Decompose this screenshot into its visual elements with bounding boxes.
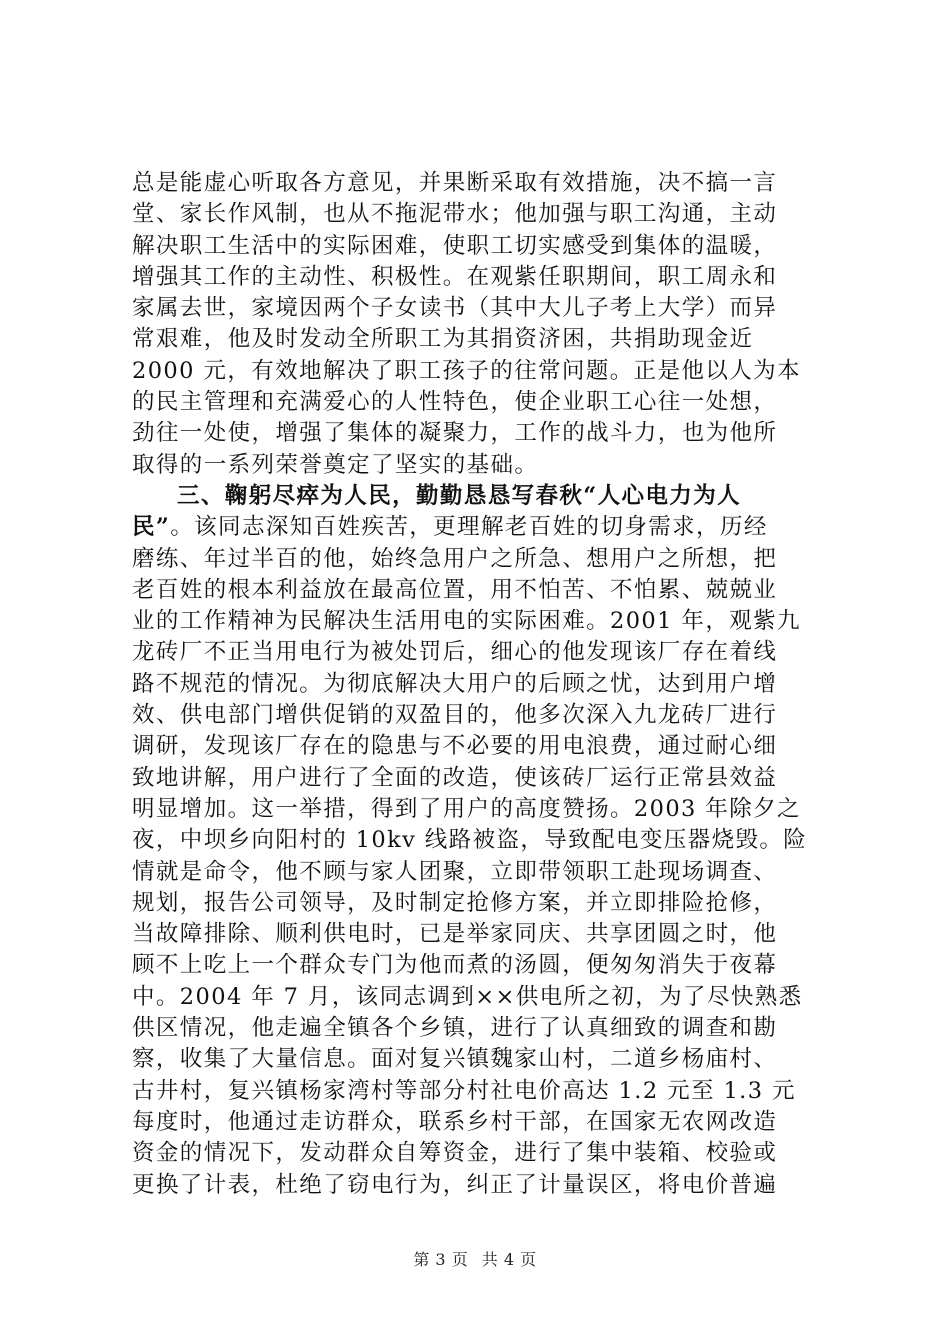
section-heading-continued: 民”	[132, 514, 171, 541]
paragraph-2-line: 古井村，复兴镇杨家湾村等部分村社电价高达 1.2 元至 1.3 元	[132, 1077, 796, 1104]
paragraph-2-line: 业的工作精神为民解决生活用电的实际困难。2001 年，观紫九	[132, 608, 801, 635]
paragraph-2-line: 资金的情况下，发动群众自筹资金，进行了集中装箱、校验或	[132, 1140, 778, 1167]
paragraph-2-line: 规划，报告公司领导，及时制定抢修方案，并立即排险抢修，	[132, 889, 778, 916]
paragraph-2-line: 路不规范的情况。为彻底解决大用户的后顾之忧，达到用户增	[132, 670, 778, 697]
paragraph-1-line: 解决职工生活中的实际困难，使职工切实感受到集体的温暖，	[132, 232, 778, 259]
paragraph-1	[132, 168, 820, 481]
paragraph-2-line: 当故障排除、顺利供电时，已是举家同庆、共享团圆之时，他	[132, 921, 778, 948]
document-body	[132, 168, 820, 1201]
paragraph-2-line: 效、供电部门增供促销的双盈目的，他多次深入九龙砖厂进行	[132, 702, 778, 729]
paragraph-2-line: 夜，中坝乡向阳村的 10kv 线路被盗，导致配电变压器烧毁。险	[132, 827, 808, 854]
paragraph-2-first-line-text: 。该同志深知百姓疾苦，更理解老百姓的切身需求，历经	[170, 514, 768, 541]
paragraph-2-line: 中。2004 年 7 月，该同志调到××供电所之初，为了尽快熟悉	[132, 983, 803, 1010]
paragraph-1-line: 堂、家长作风制，也从不拖泥带水；他加强与职工沟通，主动	[132, 201, 778, 228]
page-number: 第 3 页	[413, 1250, 469, 1269]
paragraph-1-line: 取得的一系列荣誉奠定了坚实的基础。	[132, 451, 539, 478]
page-total: 共 4 页	[481, 1250, 537, 1269]
paragraph-1-line: 的民主管理和充满爱心的人性特色，使企业职工心往一处想，	[132, 389, 778, 416]
paragraph-2-line: 明显增加。这一举措，得到了用户的高度赞扬。2003 年除夕之	[132, 795, 801, 822]
paragraph-2-line: 每度时，他通过走访群众，联系乡村干部，在国家无农网改造	[132, 1108, 778, 1135]
paragraph-1-line: 劲往一处使，增强了集体的凝聚力，工作的战斗力，也为他所	[132, 420, 778, 447]
paragraph-2-line: 顾不上吃上一个群众专门为他而煮的汤圆，便匆匆消失于夜幕	[132, 952, 778, 979]
paragraph-2-line: 老百姓的根本利益放在最高位置，用不怕苦、不怕累、兢兢业	[132, 576, 778, 603]
page-footer	[0, 1247, 950, 1270]
paragraph-2-line: 调研，发现该厂存在的隐患与不必要的用电浪费，通过耐心细	[132, 733, 778, 760]
paragraph-2	[132, 481, 820, 1201]
section-heading: 三、鞠躬尽瘁为人民，勤勤恳恳写春秋“人心电力为人	[177, 482, 742, 509]
paragraph-2-line	[132, 512, 820, 543]
paragraph-1-line: 常艰难，他及时发动全所职工为其捐资济困，共捐助现金近	[132, 326, 754, 353]
paragraph-2-line: 察，收集了大量信息。面对复兴镇魏家山村，二道乡杨庙村、	[132, 1046, 778, 1073]
paragraph-2-body	[132, 544, 820, 1201]
paragraph-2-line: 供区情况，他走遍全镇各个乡镇，进行了认真细致的调查和勘	[132, 1015, 778, 1042]
paragraph-2-line: 龙砖厂不正当用电行为被处罚后，细心的他发现该厂存在着线	[132, 639, 778, 666]
paragraph-1-line: 2000 元，有效地解决了职工孩子的往常问题。正是他以人为本	[132, 357, 801, 384]
section-heading-line	[132, 481, 820, 512]
paragraph-1-line: 总是能虚心听取各方意见，并果断采取有效措施，决不搞一言	[132, 170, 778, 196]
paragraph-2-line: 情就是命令，他不顾与家人团聚，立即带领职工赴现场调查、	[132, 858, 778, 885]
paragraph-2-line: 致地讲解，用户进行了全面的改造，使该砖厂运行正常县效益	[132, 764, 778, 791]
paragraph-1-line: 增强其工作的主动性、积极性。在观紫任职期间，职工周永和	[132, 263, 778, 290]
paragraph-1-line: 家属去世，家境因两个子女读书（其中大儿子考上大学）而异	[132, 295, 778, 322]
paragraph-2-line: 更换了计表，杜绝了窃电行为，纠正了计量误区，将电价普遍	[132, 1171, 778, 1198]
paragraph-2-line: 磨练、年过半百的他，始终急用户之所急、想用户之所想，把	[132, 545, 778, 572]
